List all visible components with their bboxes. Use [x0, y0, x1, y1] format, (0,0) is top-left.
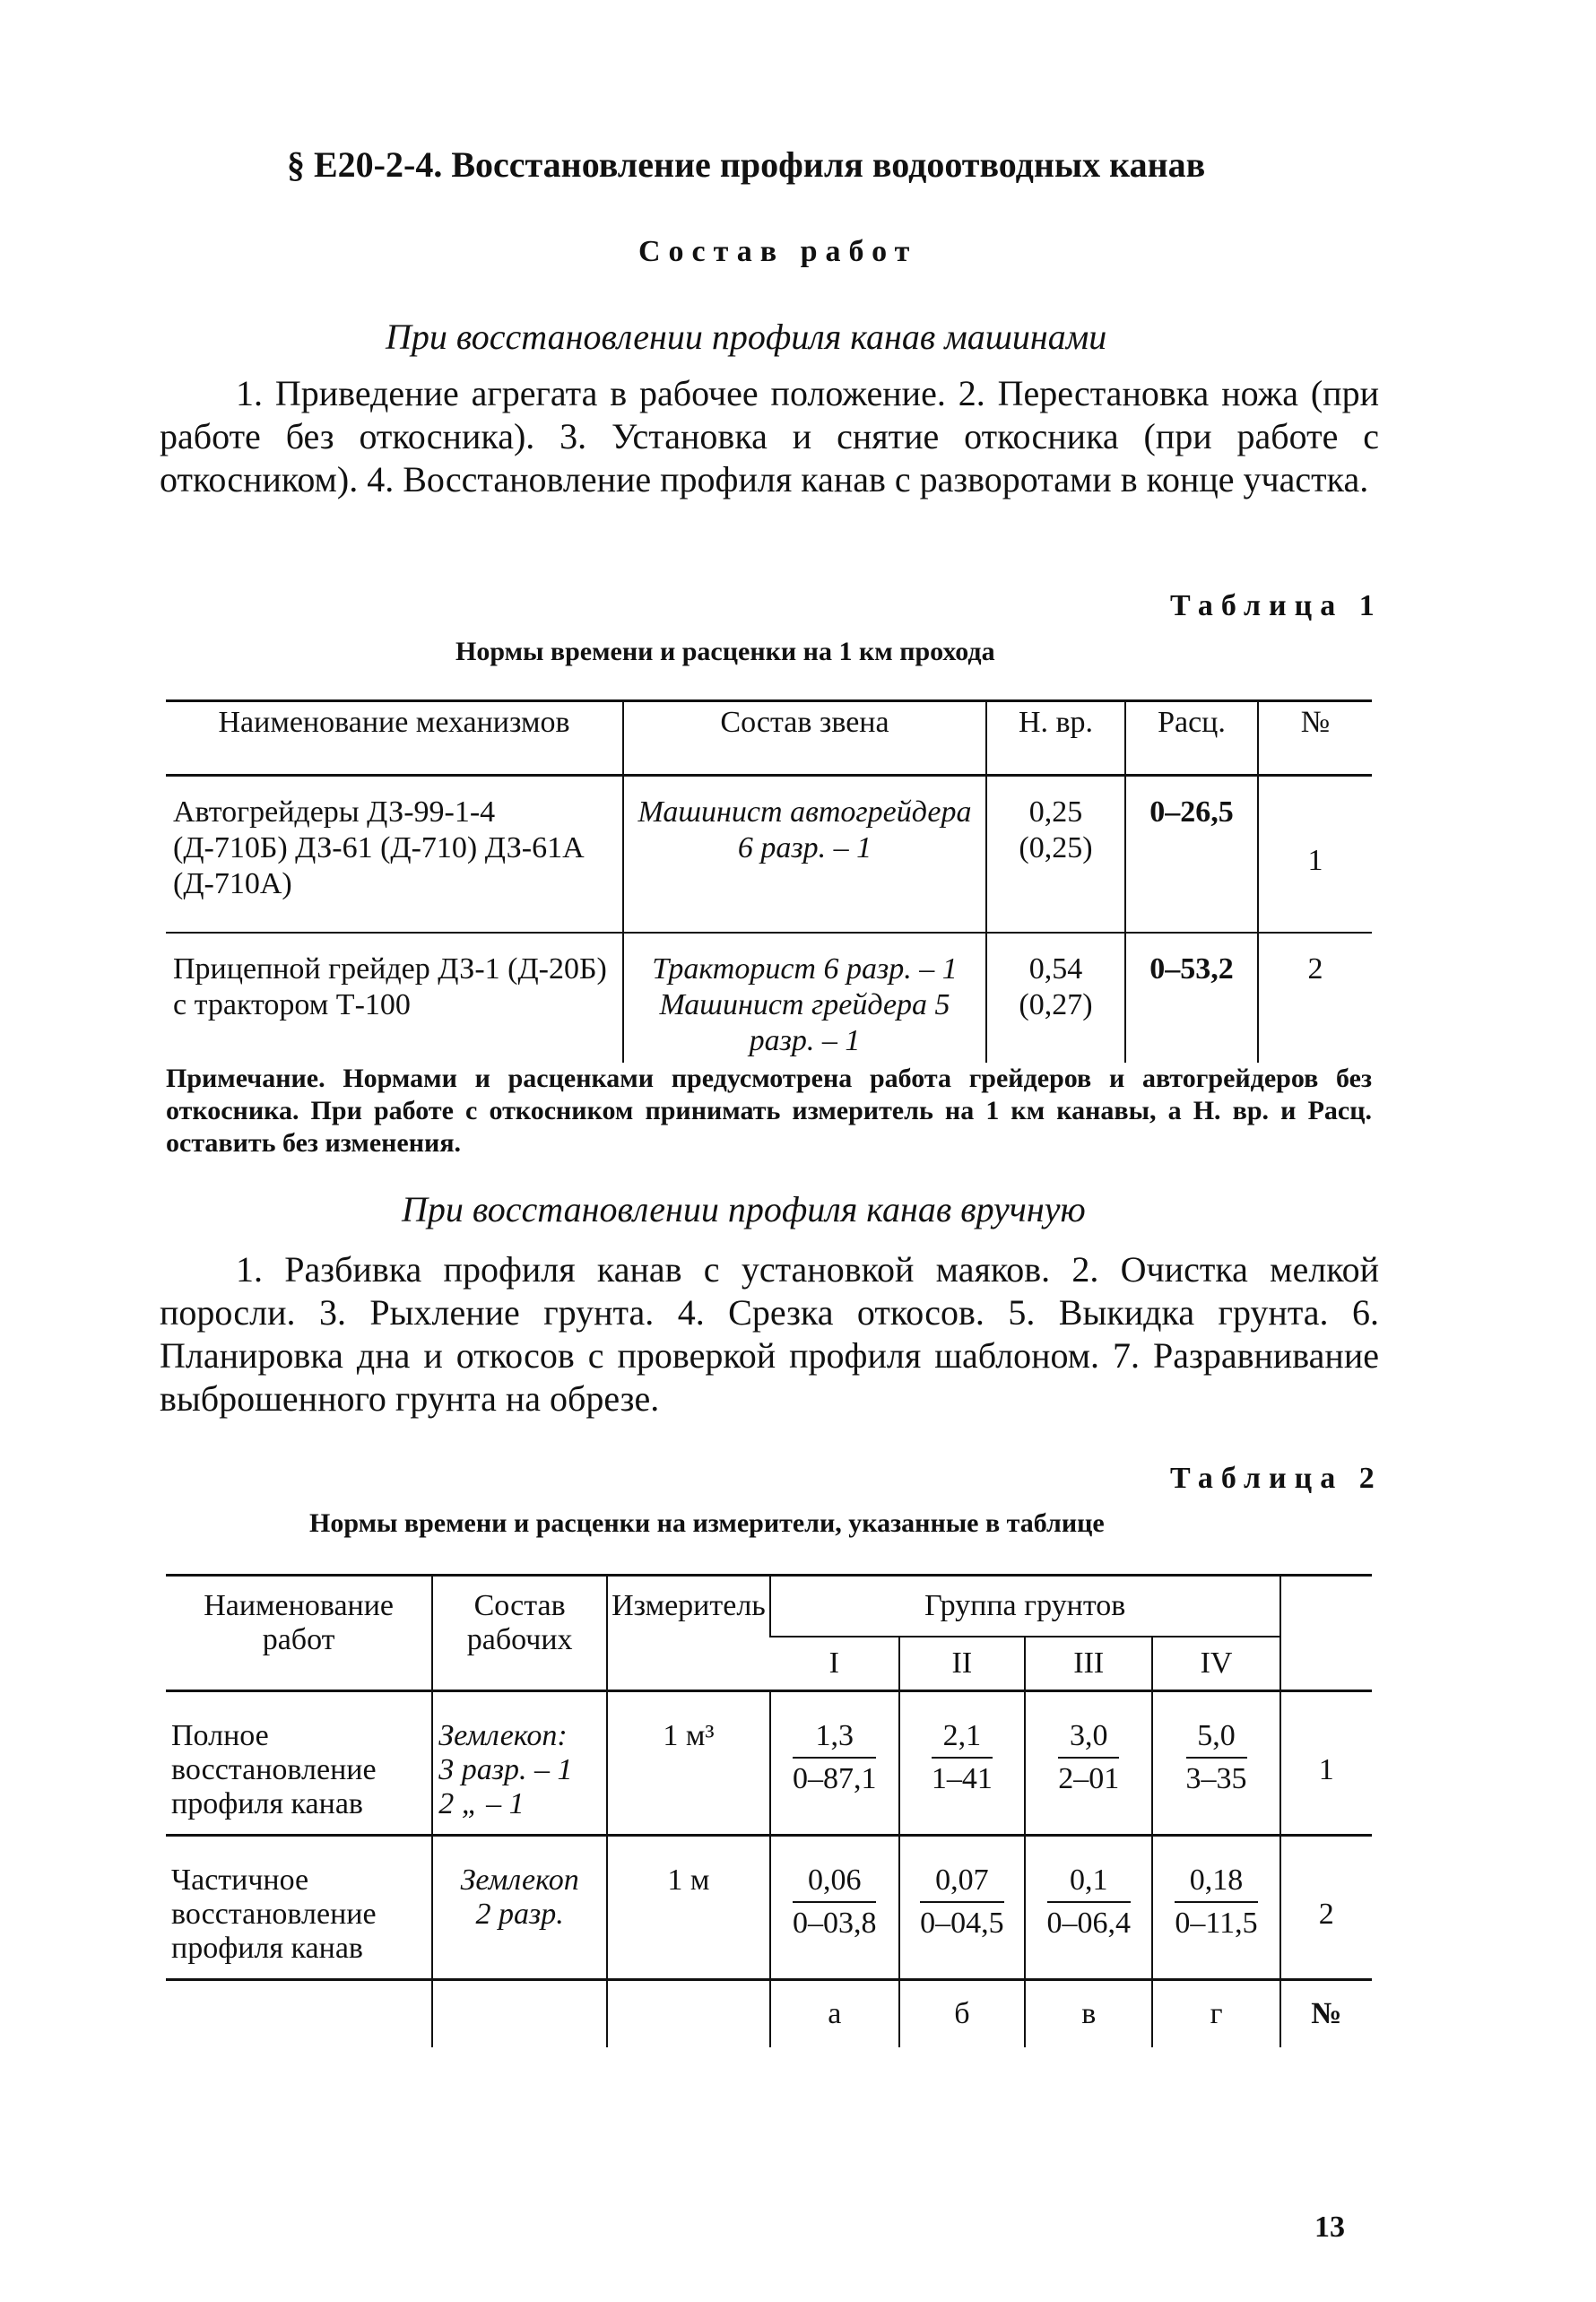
time-norm: 3,0: [1058, 1719, 1119, 1759]
table2-label: Таблица 2: [1170, 1462, 1383, 1495]
machines-subtitle: При восстановлении профиля канав машинами: [386, 317, 1107, 357]
value-cell: [1152, 1691, 1279, 1836]
work-name: Полное восстановление профиля канав: [166, 1691, 432, 1836]
table1-label: Таблица 1: [1170, 589, 1383, 622]
mechanism-name: Автогрейдеры ДЗ-99-1-4 (Д-710Б) ДЗ-61 (Д-710) ДЗ-61А (Д-710А): [166, 776, 623, 933]
rate: 0–03,8: [792, 1907, 877, 1940]
crew: [432, 1691, 607, 1836]
crew-line: 2 разр.: [475, 1898, 564, 1931]
rate: 0–11,5: [1175, 1907, 1258, 1940]
value-cell: [899, 1836, 1025, 1980]
table2-header-blank: [1280, 1576, 1372, 1691]
crew: [432, 1836, 607, 1980]
rate: 0–04,5: [920, 1907, 1004, 1940]
table1-header-name: Наименование механизмов: [166, 701, 623, 776]
soil-group-1: I: [770, 1637, 899, 1691]
manual-paragraph: 1. Разбивка профиля канав с установкой маяков. 2. Очистка мелкой поросли. 3. Рыхление грунта. 4. Срезка откосов. 5. Выкидка грунта. 6. Планировка дна и откосов с проверкой профиля шаблоном. 7. Разравнивание выброшенного грунта на обрезе.: [160, 1249, 1379, 1419]
soil-group-3: III: [1025, 1637, 1152, 1691]
table1-header-nvr: Н. вр.: [986, 701, 1125, 776]
time-norm-alt: (0,27): [1019, 987, 1093, 1021]
soil-group-4: IV: [1152, 1637, 1279, 1691]
table2: [166, 1574, 1372, 2047]
empty-cell: [432, 1980, 607, 2048]
crew-line: 3 разр. – 1: [438, 1753, 573, 1786]
empty-cell: [607, 1980, 770, 2048]
table1-header-crew: Состав звена: [623, 701, 986, 776]
unit: 1 м³: [607, 1691, 770, 1836]
value-cell: [1025, 1691, 1152, 1836]
table2-header-work: Наименование работ: [166, 1576, 432, 1691]
table1-caption: Нормы времени и расценки на 1 км прохода: [455, 637, 995, 666]
rate: 0–06,4: [1046, 1907, 1132, 1940]
time-norm: [986, 933, 1125, 1063]
manual-subtitle: При восстановлении профиля канав вручную: [402, 1189, 1086, 1229]
table1-note: Примечание. Нормами и расценками предусмотрена работа грейдеров и автогрейдеров без откосника. При работе с откосником принимать измеритель на 1 км канавы, а Н. вр. и Расц. оставить без изменения.: [166, 1064, 1372, 1158]
column-letter: в: [1025, 1980, 1152, 2048]
column-letter: г: [1152, 1980, 1279, 2048]
work-name: Частичное восстановление профиля канав: [166, 1836, 432, 1980]
soil-group-2: II: [899, 1637, 1025, 1691]
table1-header-num: №: [1258, 701, 1372, 776]
column-letter: а: [770, 1980, 899, 2048]
value-cell: [899, 1691, 1025, 1836]
time-norm: 1,3: [793, 1719, 877, 1759]
time-norm-value: 0,54: [1028, 951, 1083, 986]
table-row: [166, 933, 1372, 1063]
time-norm: 0,06: [793, 1863, 877, 1903]
row-number: 2: [1258, 933, 1372, 1063]
time-norm: 5,0: [1186, 1719, 1247, 1759]
rate: 0–87,1: [792, 1762, 877, 1795]
mechanism-name: Прицепной грейдер ДЗ-1 (Д-20Б) с трактором Т-100: [173, 951, 607, 1021]
time-norm: 0,07: [920, 1863, 1004, 1903]
rate: 0–53,2: [1125, 933, 1258, 1063]
table1-header-rate: Расц.: [1125, 701, 1258, 776]
value-cell: [770, 1836, 899, 1980]
crew-composition: Машинист автогрейдера 6 разр. – 1: [623, 776, 986, 933]
table2-header-crew: Состав рабочих: [432, 1576, 607, 1691]
table-row: [166, 1980, 1372, 2048]
time-norm: 2,1: [932, 1719, 993, 1759]
table2-header-soil-group: Группа грунтов: [770, 1576, 1280, 1637]
rate: 1–41: [931, 1762, 993, 1795]
time-norm: [986, 776, 1125, 933]
crew-line: 2 „ – 1: [438, 1787, 525, 1820]
crew-line: Землекоп:: [438, 1719, 568, 1752]
value-cell: [770, 1691, 899, 1836]
table2-caption: Нормы времени и расценки на измерители, указанные в таблице: [309, 1508, 1105, 1538]
row-number: 1: [1258, 776, 1372, 933]
unit: 1 м: [607, 1836, 770, 1980]
column-letter: б: [899, 1980, 1025, 2048]
time-norm: 0,18: [1175, 1863, 1257, 1903]
table1: [166, 699, 1372, 1063]
row-number: 1: [1280, 1691, 1372, 1836]
empty-cell: [166, 1980, 432, 2048]
time-norm: 0,1: [1047, 1863, 1132, 1903]
time-norm-value: 0,25: [1028, 795, 1083, 829]
crew-composition: Тракторист 6 разр. – 1 Машинист грейдера 5 разр. – 1: [623, 933, 986, 1063]
section-heading: § Е20-2-4. Восстановление профиля водоотводных канав: [287, 144, 1206, 185]
machines-paragraph: 1. Приведение агрегата в рабочее положение. 2. Перестановка ножа (при работе без откосника). 3. Установка и снятие откосника (при работе с откосником). 4. Восстановление профиля канав с разворотами в конце участка.: [160, 373, 1379, 499]
table-row: [166, 1691, 1372, 1836]
page-number: 13: [1314, 2211, 1345, 2244]
table-row: [166, 776, 1372, 933]
time-norm-alt: (0,25): [1019, 831, 1093, 864]
rate: 0–26,5: [1125, 776, 1258, 933]
composition-title: Состав работ: [638, 235, 918, 268]
row-number: 2: [1280, 1836, 1372, 1980]
value-cell: [1152, 1836, 1279, 1980]
rate: 2–01: [1058, 1762, 1120, 1795]
value-cell: [1025, 1836, 1152, 1980]
table-row: [166, 1836, 1372, 1980]
rate: 3–35: [1185, 1762, 1247, 1795]
table2-header-unit: Измеритель: [607, 1576, 770, 1691]
number-label: №: [1280, 1980, 1372, 2048]
crew-line: Землекоп: [460, 1863, 579, 1897]
